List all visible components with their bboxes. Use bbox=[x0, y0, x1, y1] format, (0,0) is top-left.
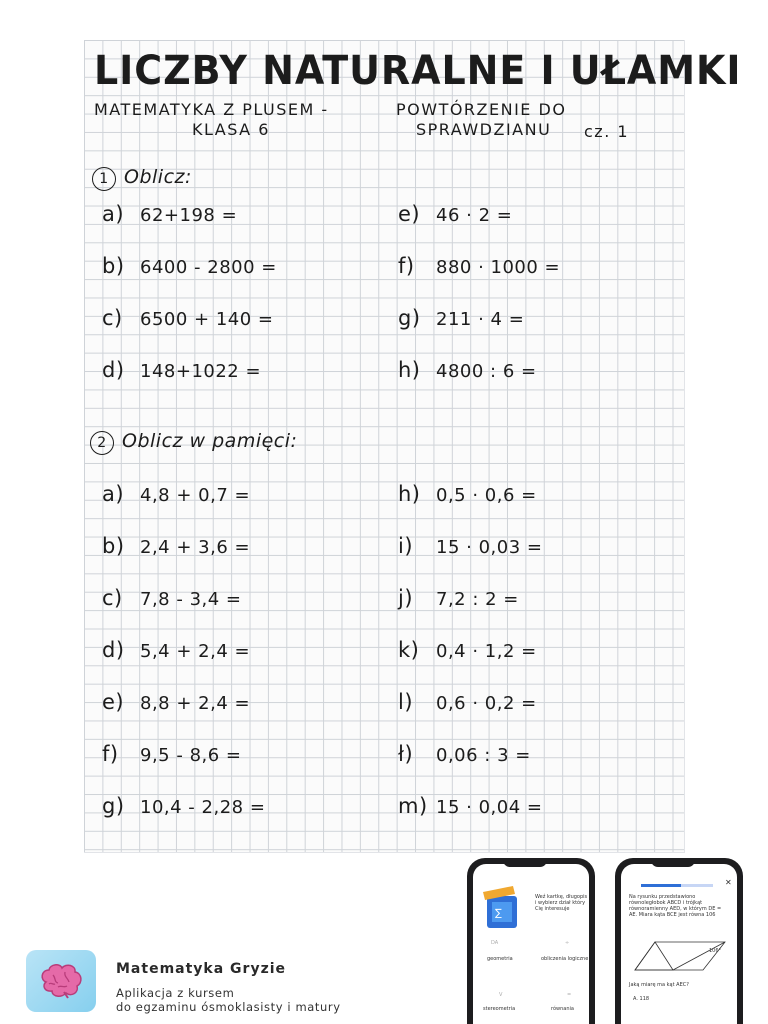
section1-heading-text: Oblicz: bbox=[124, 166, 192, 188]
exercise-2j: j) 7,2 : 2 = bbox=[398, 586, 519, 610]
subtitle-left-2: KLASA 6 bbox=[192, 120, 270, 139]
phone-mockup-2 bbox=[615, 858, 743, 1024]
phone-2-screen bbox=[621, 864, 737, 1024]
phone-mockup-1 bbox=[467, 858, 595, 1024]
exercise-2k: k) 0,4 · 1,2 = bbox=[398, 638, 537, 662]
tile-geometria[interactable]: geometria bbox=[487, 956, 513, 962]
exercise-1h: h) 4800 : 6 = bbox=[398, 358, 537, 382]
phone-1-intro: Weź kartkę, długopis i wybierz dział który Cię interesuje bbox=[535, 894, 588, 912]
tile-3-icon: V bbox=[499, 992, 503, 998]
exercise-2d: d) 5,4 + 2,4 = bbox=[102, 638, 251, 662]
tile-1-icon: DA bbox=[491, 940, 499, 946]
notebook-sheet bbox=[84, 40, 742, 853]
exercise-1d: d) 148+1022 = bbox=[102, 358, 262, 382]
exercise-2g: g) 10,4 - 2,28 = bbox=[102, 794, 266, 818]
exercise-2e: e) 8,8 + 2,4 = bbox=[102, 690, 251, 714]
exercise-2h: h) 0,5 · 0,6 = bbox=[398, 482, 537, 506]
phone-1-notch bbox=[503, 858, 547, 867]
exercise-2i: i) 15 · 0,03 = bbox=[398, 534, 543, 558]
answer-option-a[interactable]: A. 118 bbox=[633, 996, 650, 1002]
phone-1-screen bbox=[473, 864, 589, 1024]
question-prompt: Jaką miarę ma kąt AEC? bbox=[629, 982, 689, 988]
section2-heading-text: Oblicz w pamięci: bbox=[122, 430, 298, 452]
exercise-2c: c) 7,8 - 3,4 = bbox=[102, 586, 242, 610]
exercise-2l: l) 0,6 · 0,2 = bbox=[398, 690, 537, 714]
subtitle-part: cz. 1 bbox=[584, 122, 630, 141]
promo-line-2: do egzaminu ósmoklasisty i matury bbox=[116, 1000, 341, 1014]
angle-label: 106° bbox=[709, 948, 722, 954]
section1-heading bbox=[92, 166, 192, 191]
section1-number: 1 bbox=[92, 167, 116, 191]
tile-stereometria[interactable]: stereometria bbox=[483, 1006, 516, 1012]
tile-2-icon: ÷ bbox=[565, 940, 570, 946]
ruler-calculator-icon bbox=[483, 884, 525, 932]
exercise-1g: g) 211 · 4 = bbox=[398, 306, 525, 330]
exercise-2b: b) 2,4 + 3,6 = bbox=[102, 534, 251, 558]
exercise-2m: m) 15 · 0,04 = bbox=[398, 794, 543, 818]
exercise-1c: c) 6500 + 140 = bbox=[102, 306, 274, 330]
promo-line-1: Aplikacja z kursem bbox=[116, 986, 235, 1000]
app-icon[interactable] bbox=[26, 950, 96, 1012]
close-icon[interactable]: ✕ bbox=[725, 878, 732, 887]
exercise-2l-stroke: ł) 0,06 : 3 = bbox=[398, 742, 531, 766]
tile-4-icon: = bbox=[567, 992, 572, 998]
exercise-1b: b) 6400 - 2800 = bbox=[102, 254, 277, 278]
sheet-title: LICZBY NATURALNE I UŁAMKI bbox=[94, 48, 742, 94]
parallelogram-figure bbox=[629, 934, 731, 978]
tile-obliczenia[interactable]: obliczenia logiczne bbox=[541, 956, 589, 962]
brain-icon bbox=[38, 962, 84, 1000]
exercise-2a: a) 4,8 + 0,7 = bbox=[102, 482, 251, 506]
progress-bar bbox=[641, 884, 713, 887]
phone-2-notch bbox=[651, 858, 695, 867]
exercise-1a: a) 62+198 = bbox=[102, 202, 238, 226]
subtitle-left-1: MATEMATYKA Z PLUSEM - bbox=[94, 100, 329, 119]
section2-number: 2 bbox=[90, 431, 114, 455]
promo-app-name: Matematyka Gryzie bbox=[116, 961, 287, 977]
exercise-1e: e) 46 · 2 = bbox=[398, 202, 513, 226]
tile-rownania[interactable]: równania bbox=[551, 1006, 574, 1012]
subtitle-right-1: POWTÓRZENIE DO bbox=[396, 100, 567, 119]
exercise-1f: f) 880 · 1000 = bbox=[398, 254, 561, 278]
svg-text:∑: ∑ bbox=[495, 908, 502, 919]
exercise-2f: f) 9,5 - 8,6 = bbox=[102, 742, 242, 766]
subtitle-right-2: SPRAWDZIANU bbox=[416, 120, 552, 139]
question-text: Na rysunku przedstawiono równoległobok ABCD i trójkąt równoramienny AED, w którym DE = AE. Miara kąta BCE jest równa 106 bbox=[629, 894, 722, 918]
section2-heading bbox=[90, 430, 297, 455]
